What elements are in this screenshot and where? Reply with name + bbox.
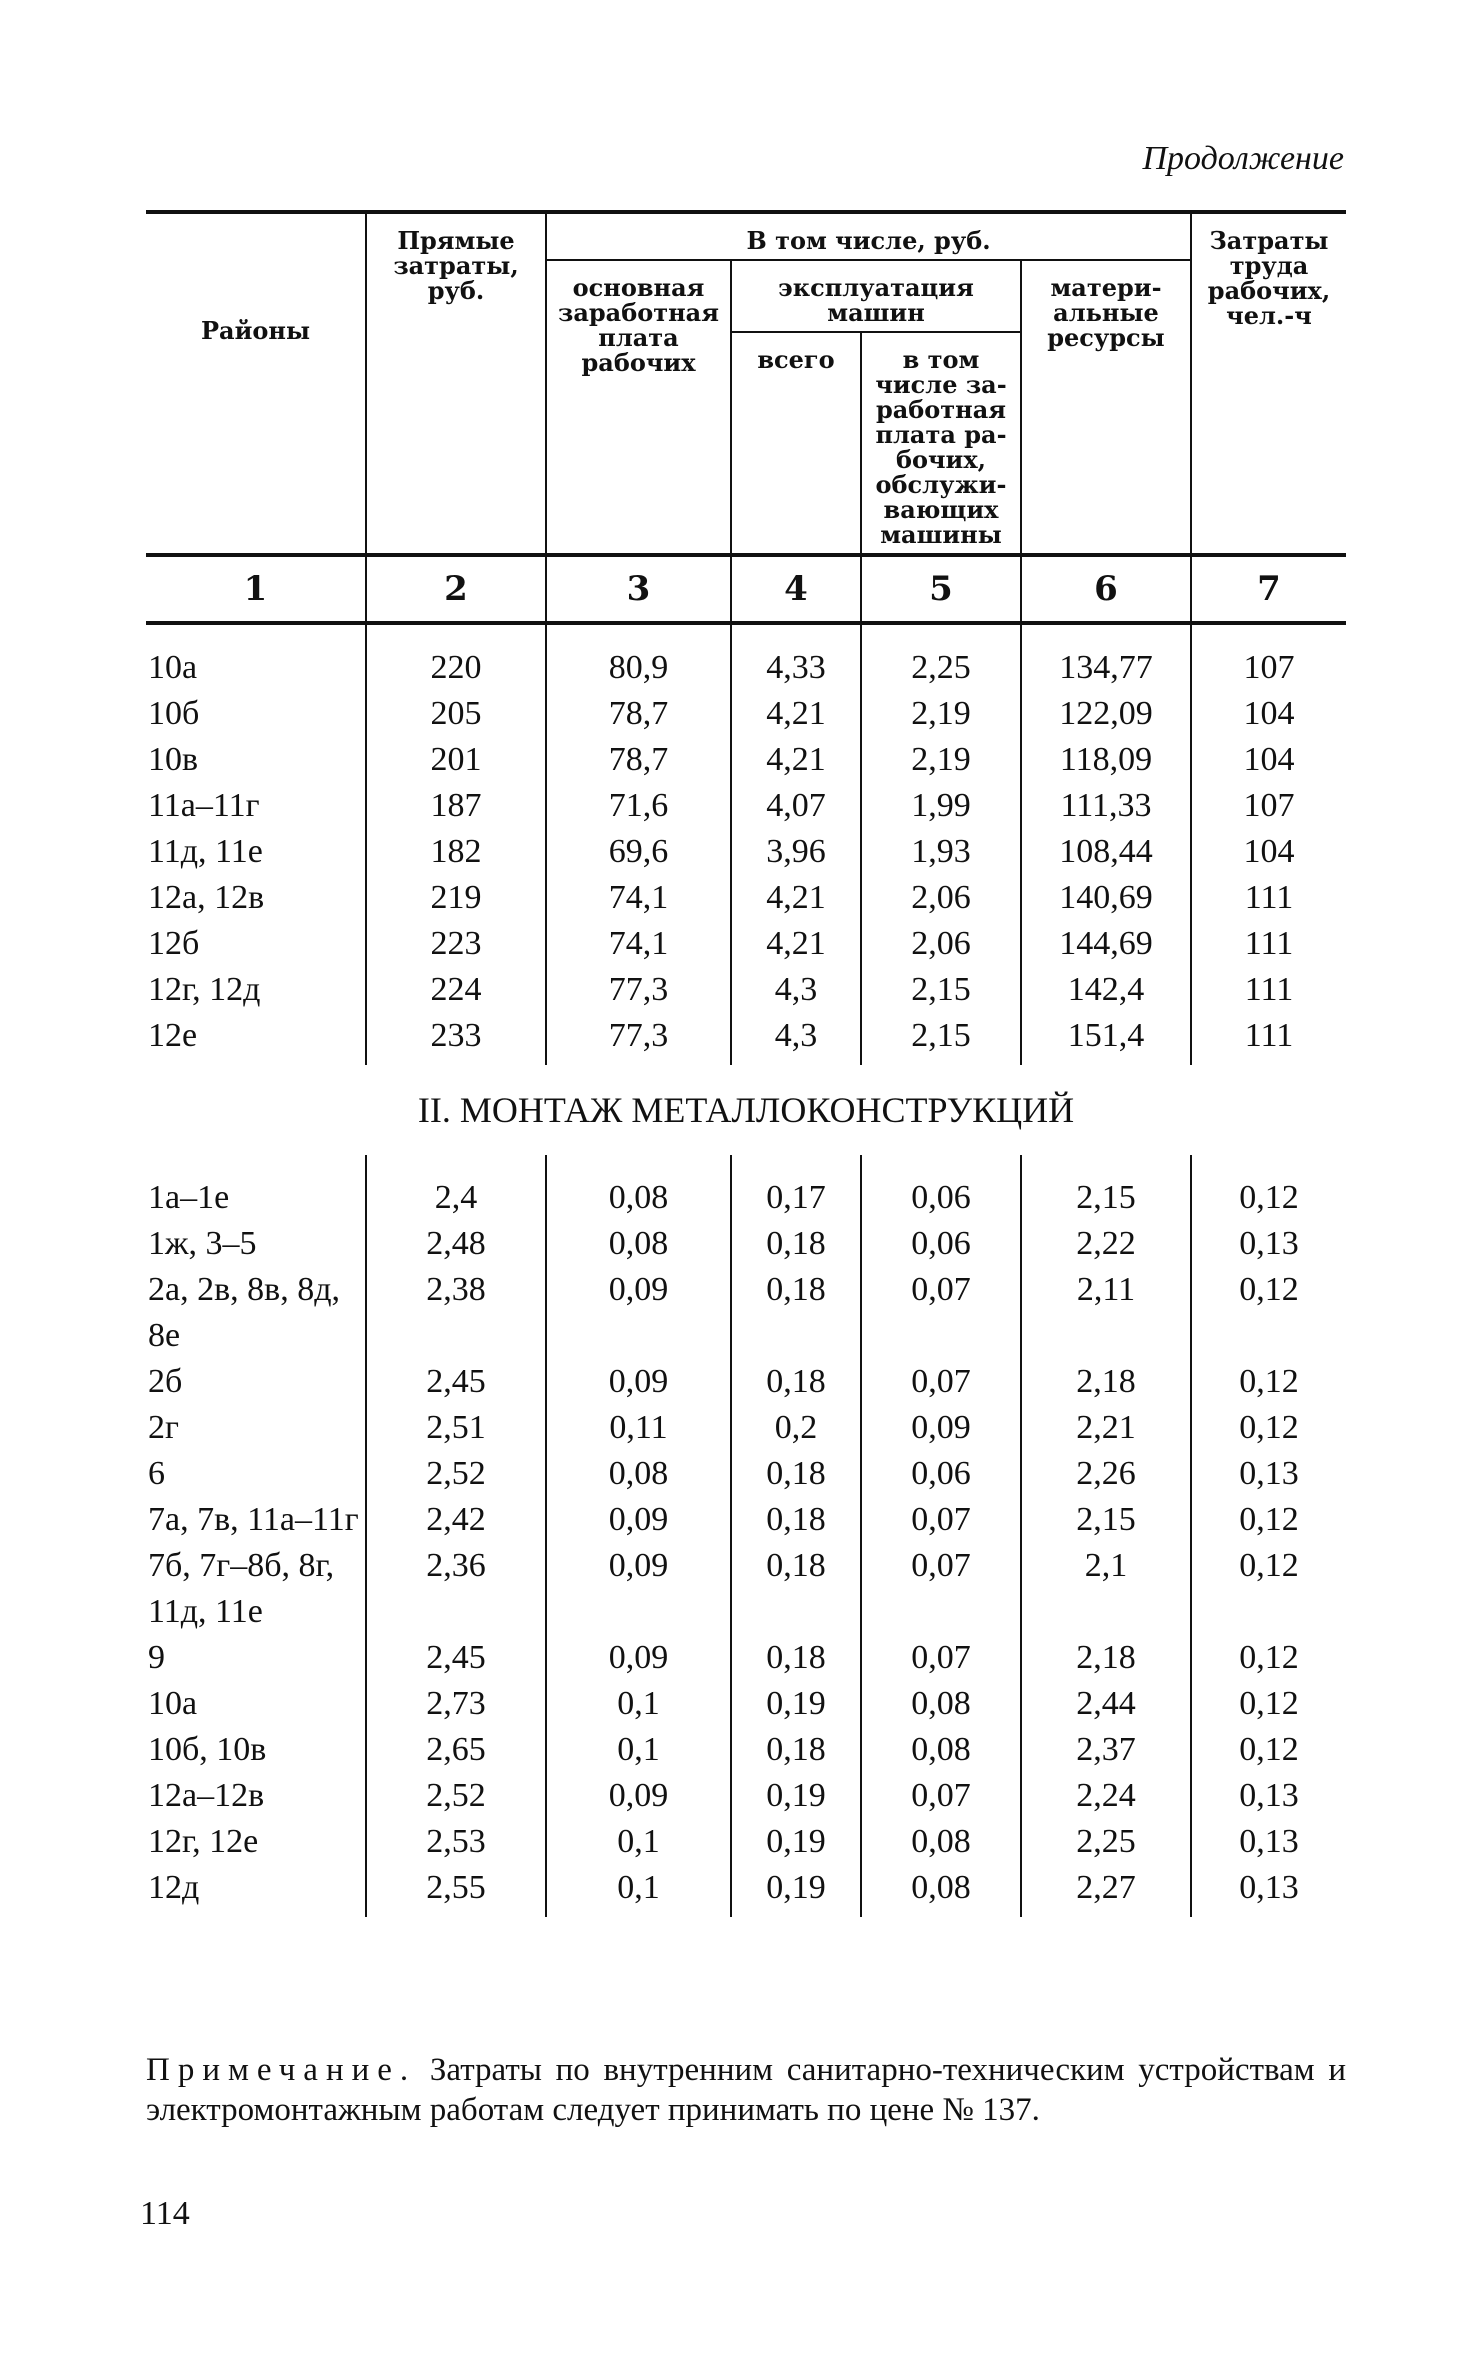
value-cell: 0,06: [861, 1451, 1021, 1497]
value-cell: 0,08: [861, 1727, 1021, 1773]
table-row: [146, 1727, 1346, 1773]
value-cell: 2,15: [861, 967, 1021, 1013]
district-cell: 1ж, 3–5: [146, 1221, 366, 1267]
value-cell: 0,07: [861, 1543, 1021, 1635]
district-cell: 10а: [146, 623, 366, 691]
value-cell: 0,19: [731, 1773, 861, 1819]
value-cell: 0,12: [1239, 1547, 1299, 1584]
col-num: 5: [861, 555, 1021, 623]
district-cell: 12а, 12в: [146, 875, 366, 921]
value-cell: 0,07: [861, 1635, 1021, 1681]
value-cell: 4,3: [731, 967, 861, 1013]
value-cell: 0,18: [731, 1359, 861, 1405]
table-row: [146, 623, 1346, 691]
value-cell: 2,21: [1021, 1405, 1191, 1451]
header-districts: Районы: [146, 212, 366, 555]
value-cell: 205: [366, 691, 546, 737]
value-cell: 2,15: [1021, 1497, 1191, 1543]
value-cell: 2,06: [861, 875, 1021, 921]
value-cell: 2,1: [1021, 1543, 1191, 1635]
value-cell: 0,18: [731, 1267, 861, 1359]
value-cell: 2,24: [1021, 1773, 1191, 1819]
value-cell: 1,93: [861, 829, 1021, 875]
district-cell: 12е: [146, 1013, 366, 1065]
value-cell: 4,21: [731, 691, 861, 737]
page-number: 114: [140, 2195, 190, 2232]
value-cell: 78,7: [546, 737, 731, 783]
district-cell: 11а–11г: [146, 783, 366, 829]
table-row: [146, 1359, 1346, 1405]
value-cell: 182: [366, 829, 546, 875]
value-cell: 2,42: [366, 1497, 546, 1543]
value-cell: 0,1: [546, 1819, 731, 1865]
header-machine-wage: в том числе заработная плата рабочих, обслуживающих машины: [861, 332, 1021, 555]
value-cell: 0,2: [731, 1405, 861, 1451]
header-labor: Затраты труда рабочих, чел.-ч: [1191, 212, 1346, 555]
header-direct-costs: Прямые затраты, руб.: [366, 212, 546, 555]
value-cell: 2,4: [366, 1155, 546, 1221]
value-cell: 0,09: [546, 1497, 731, 1543]
value-cell: 77,3: [546, 1013, 731, 1065]
value-cell: 108,44: [1021, 829, 1191, 875]
value-cell: 224: [366, 967, 546, 1013]
value-cell: 2,22: [1021, 1221, 1191, 1267]
table-row: [146, 829, 1346, 875]
section-heading-row: [146, 1065, 1346, 1155]
table-row: [146, 783, 1346, 829]
value-cell: 4,3: [731, 1013, 861, 1065]
value-cell: 4,33: [731, 623, 861, 691]
value-cell: 134,77: [1021, 623, 1191, 691]
value-cell: 0,13: [1239, 1777, 1299, 1814]
value-cell: 2,44: [1021, 1681, 1191, 1727]
value-cell: 0,13: [1239, 1823, 1299, 1860]
value-cell: 0,09: [546, 1359, 731, 1405]
cost-table: [146, 210, 1346, 1917]
value-cell: 111: [1244, 879, 1294, 916]
district-cell: 2б: [146, 1359, 366, 1405]
table-row: [146, 1267, 1346, 1359]
value-cell: 2,73: [366, 1681, 546, 1727]
value-cell: 2,18: [1021, 1635, 1191, 1681]
header-materials: материальные ресурсы: [1021, 260, 1191, 555]
header-including: В том числе, руб.: [546, 212, 1191, 260]
table-row: [146, 1451, 1346, 1497]
value-cell: 0,11: [546, 1405, 731, 1451]
value-cell: 122,09: [1021, 691, 1191, 737]
value-cell: 0,08: [861, 1819, 1021, 1865]
value-cell: 111: [1244, 1017, 1294, 1054]
value-cell: 78,7: [546, 691, 731, 737]
table-row: [146, 1155, 1346, 1221]
table-body-part2: [146, 1155, 1346, 1917]
continued-label: Продолжение: [1142, 140, 1344, 177]
district-cell: 10а: [146, 1681, 366, 1727]
footnote: [146, 2050, 1346, 2130]
district-cell: 12д: [146, 1865, 366, 1917]
table-row: [146, 691, 1346, 737]
value-cell: 0,1: [546, 1727, 731, 1773]
district-cell: 1а–1е: [146, 1155, 366, 1221]
value-cell: 2,45: [366, 1635, 546, 1681]
value-cell: 144,69: [1021, 921, 1191, 967]
table-row: [146, 1543, 1346, 1635]
value-cell: 0,09: [546, 1773, 731, 1819]
header-base-wage: основная заработная плата рабочих: [546, 260, 731, 555]
table-row: [146, 737, 1346, 783]
value-cell: 187: [366, 783, 546, 829]
value-cell: 223: [366, 921, 546, 967]
value-cell: 0,18: [731, 1497, 861, 1543]
value-cell: 2,26: [1021, 1451, 1191, 1497]
value-cell: 2,19: [861, 691, 1021, 737]
col-num: 7: [1191, 555, 1346, 623]
district-cell: 7а, 7в, 11а–11г: [146, 1497, 366, 1543]
value-cell: 0,12: [1239, 1501, 1299, 1538]
district-cell: 2а, 2в, 8в, 8д, 8е: [146, 1267, 366, 1359]
value-cell: 69,6: [546, 829, 731, 875]
value-cell: 2,38: [366, 1267, 546, 1359]
value-cell: 2,51: [366, 1405, 546, 1451]
col-num: 1: [146, 555, 366, 623]
value-cell: 0,06: [861, 1221, 1021, 1267]
value-cell: 0,07: [861, 1497, 1021, 1543]
value-cell: 0,19: [731, 1865, 861, 1917]
value-cell: 2,52: [366, 1451, 546, 1497]
value-cell: 0,12: [1239, 1639, 1299, 1676]
value-cell: 0,08: [546, 1221, 731, 1267]
col-num: 4: [731, 555, 861, 623]
value-cell: 111: [1244, 925, 1294, 962]
note-label: Примечание.: [146, 2052, 417, 2088]
district-cell: 10б, 10в: [146, 1727, 366, 1773]
value-cell: 77,3: [546, 967, 731, 1013]
value-cell: 0,06: [861, 1155, 1021, 1221]
value-cell: 1,99: [861, 783, 1021, 829]
district-cell: 10б: [146, 691, 366, 737]
value-cell: 0,17: [731, 1155, 861, 1221]
value-cell: 0,08: [546, 1451, 731, 1497]
value-cell: 0,12: [1239, 1271, 1299, 1308]
value-cell: 0,13: [1239, 1225, 1299, 1262]
table-row: [146, 1013, 1346, 1065]
value-cell: 0,12: [1239, 1409, 1299, 1446]
table-row: [146, 1819, 1346, 1865]
table-row: [146, 967, 1346, 1013]
district-cell: 12г, 12е: [146, 1819, 366, 1865]
table-row: [146, 1497, 1346, 1543]
table-row: [146, 1865, 1346, 1917]
table-row: [146, 1773, 1346, 1819]
value-cell: 0,1: [546, 1865, 731, 1917]
value-cell: 0,18: [731, 1727, 861, 1773]
col-num: 6: [1021, 555, 1191, 623]
value-cell: 2,48: [366, 1221, 546, 1267]
value-cell: 0,18: [731, 1635, 861, 1681]
value-cell: 0,13: [1239, 1869, 1299, 1906]
value-cell: 0,19: [731, 1681, 861, 1727]
value-cell: 0,07: [861, 1267, 1021, 1359]
value-cell: 151,4: [1021, 1013, 1191, 1065]
value-cell: 2,45: [366, 1359, 546, 1405]
value-cell: 2,15: [861, 1013, 1021, 1065]
value-cell: 2,06: [861, 921, 1021, 967]
value-cell: 2,53: [366, 1819, 546, 1865]
value-cell: 0,18: [731, 1451, 861, 1497]
section-title: II. МОНТАЖ МЕТАЛЛОКОНСТРУКЦИЙ: [417, 1090, 1075, 1130]
value-cell: 0,1: [546, 1681, 731, 1727]
table-row: [146, 921, 1346, 967]
value-cell: 0,09: [546, 1267, 731, 1359]
header-machine-total: всего: [731, 332, 861, 555]
value-cell: 0,12: [1239, 1685, 1299, 1722]
value-cell: 2,65: [366, 1727, 546, 1773]
value-cell: 4,07: [731, 783, 861, 829]
header-machine-operation: эксплуатация машин: [731, 260, 1021, 332]
value-cell: 74,1: [546, 921, 731, 967]
district-cell: 6: [146, 1451, 366, 1497]
value-cell: 104: [1243, 833, 1295, 870]
table-row: [146, 1635, 1346, 1681]
value-cell: 0,09: [546, 1635, 731, 1681]
value-cell: 74,1: [546, 875, 731, 921]
value-cell: 104: [1243, 741, 1295, 778]
value-cell: 2,15: [1021, 1155, 1191, 1221]
value-cell: 0,19: [731, 1819, 861, 1865]
col-num: 2: [366, 555, 546, 623]
value-cell: 0,09: [861, 1405, 1021, 1451]
value-cell: 2,27: [1021, 1865, 1191, 1917]
table-body-part1: [146, 623, 1346, 1065]
value-cell: 107: [1243, 649, 1295, 686]
value-cell: 2,11: [1021, 1267, 1191, 1359]
value-cell: 0,12: [1239, 1179, 1299, 1216]
value-cell: 220: [366, 623, 546, 691]
value-cell: 0,08: [861, 1681, 1021, 1727]
value-cell: 71,6: [546, 783, 731, 829]
value-cell: 2,19: [861, 737, 1021, 783]
table-row: [146, 875, 1346, 921]
column-number-row: [146, 555, 1346, 623]
value-cell: 0,07: [861, 1359, 1021, 1405]
value-cell: 0,18: [731, 1221, 861, 1267]
value-cell: 142,4: [1021, 967, 1191, 1013]
value-cell: 201: [366, 737, 546, 783]
value-cell: 2,55: [366, 1865, 546, 1917]
district-cell: 11д, 11е: [146, 829, 366, 875]
value-cell: 2,25: [861, 623, 1021, 691]
value-cell: 0,12: [1239, 1363, 1299, 1400]
value-cell: 140,69: [1021, 875, 1191, 921]
district-cell: 12г, 12д: [146, 967, 366, 1013]
note-text: Затраты по внутренним санитарно-техническим устройствам и электромонтажным работам следует принимать по цене № 137.: [146, 2052, 1347, 2128]
value-cell: 80,9: [546, 623, 731, 691]
value-cell: 2,36: [366, 1543, 546, 1635]
district-cell: 7б, 7г–8б, 8г, 11д, 11е: [146, 1543, 366, 1635]
value-cell: 0,08: [861, 1865, 1021, 1917]
col-num: 3: [546, 555, 731, 623]
value-cell: 219: [366, 875, 546, 921]
value-cell: 0,18: [731, 1543, 861, 1635]
value-cell: 233: [366, 1013, 546, 1065]
value-cell: 4,21: [731, 737, 861, 783]
value-cell: 2,52: [366, 1773, 546, 1819]
value-cell: 111: [1244, 971, 1294, 1008]
value-cell: 118,09: [1021, 737, 1191, 783]
table-row: [146, 1405, 1346, 1451]
district-cell: 10в: [146, 737, 366, 783]
value-cell: 4,21: [731, 875, 861, 921]
table-row: [146, 1221, 1346, 1267]
district-cell: 9: [146, 1635, 366, 1681]
district-cell: 12б: [146, 921, 366, 967]
value-cell: 3,96: [731, 829, 861, 875]
value-cell: 0,07: [861, 1773, 1021, 1819]
district-cell: 12а–12в: [146, 1773, 366, 1819]
value-cell: 111,33: [1021, 783, 1191, 829]
value-cell: 2,18: [1021, 1359, 1191, 1405]
value-cell: 0,08: [546, 1155, 731, 1221]
value-cell: 2,37: [1021, 1727, 1191, 1773]
value-cell: 0,13: [1239, 1455, 1299, 1492]
value-cell: 2,25: [1021, 1819, 1191, 1865]
district-cell: 2г: [146, 1405, 366, 1451]
value-cell: 0,12: [1239, 1731, 1299, 1768]
value-cell: 107: [1243, 787, 1295, 824]
table-row: [146, 1681, 1346, 1727]
value-cell: 4,21: [731, 921, 861, 967]
value-cell: 104: [1243, 695, 1295, 732]
value-cell: 0,09: [546, 1543, 731, 1635]
